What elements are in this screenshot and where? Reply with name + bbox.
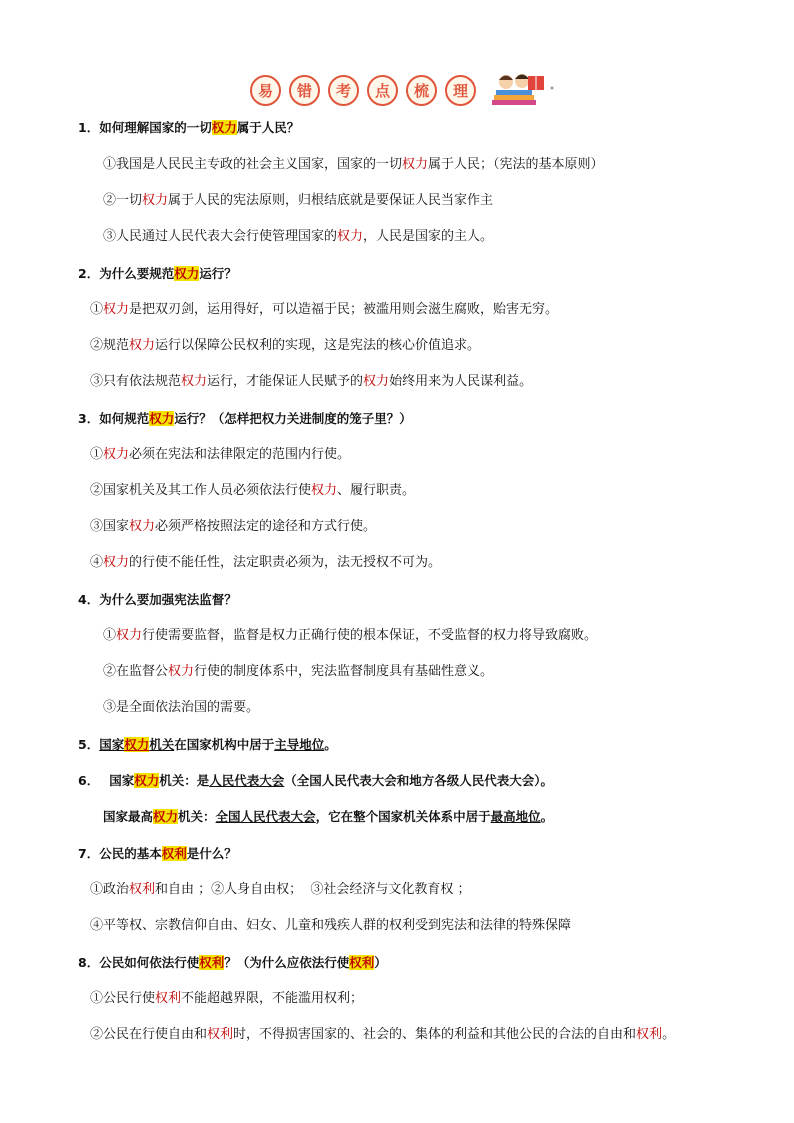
highlight-keyword: 权利 — [161, 846, 187, 861]
answer-4-2 — [103, 663, 493, 681]
answer-text: ②在监督公 — [103, 664, 169, 679]
keyword: 权利 — [129, 882, 156, 897]
answer-3-4 — [90, 554, 441, 572]
question-text: ？（为什么应依法行使 — [224, 955, 350, 970]
highlight-keyword: 权力 — [153, 809, 179, 824]
answer-8-1 — [90, 990, 363, 1008]
question-text: 机关：是 — [159, 773, 210, 788]
question-text: 运行？ — [199, 266, 237, 281]
answer-text: 行使需要监督，监督是权力正确行使的根本保证，不受监督的权力将导致腐败。 — [142, 628, 598, 643]
answer-7-1 — [90, 881, 471, 899]
question-number: 3． — [78, 411, 100, 426]
question-3 — [78, 410, 412, 428]
question-text: 为什么要规范 — [99, 266, 175, 281]
question-number: 5． — [78, 737, 100, 752]
question-6 — [78, 772, 553, 790]
keyword: 权力 — [181, 374, 208, 389]
question-number: 8． — [78, 955, 100, 970]
question-text: 国家最高 — [103, 809, 154, 824]
highlight-keyword: 权力 — [211, 120, 237, 135]
question-text: 机关： — [178, 809, 216, 824]
highlight-keyword: 权力 — [134, 773, 160, 788]
question-text: ，它在整个国家机关体系中居于 — [315, 809, 491, 824]
answer-text: 行使的制度体系中，宪法监督制度具有基础性意义。 — [194, 664, 494, 679]
answer-text: 属于人民的宪法原则，归根结底就是要保证人民当家作主 — [168, 193, 494, 208]
question-number: 1． — [78, 120, 100, 135]
keyword: 权利 — [207, 1027, 234, 1042]
underlined-text: 人民代表大会 — [209, 773, 285, 788]
answer-text: ③只有依法规范 — [90, 374, 182, 389]
answer-text: ①公民行使 — [90, 991, 156, 1006]
banner-title — [250, 75, 484, 106]
question-5 — [78, 736, 337, 754]
answer-text: 的行使不能任性，法定职责必须为，法无授权不可为。 — [129, 555, 442, 570]
question-text: 。 — [540, 809, 554, 824]
answer-text: ③人民通过人民代表大会行使管理国家的 — [103, 229, 338, 244]
banner-char: 点 — [367, 75, 398, 106]
answer-1-3 — [103, 228, 493, 246]
answer-text: ① — [90, 447, 104, 462]
underlined-text: 最高地位 — [490, 809, 541, 824]
answer-2-2 — [90, 337, 480, 355]
question-text: 国家 — [109, 773, 135, 788]
answer-text: ④平等权、宗教信仰自由、妇女、儿童和残疾人群的权利受到宪法和法律的特殊保障 — [90, 918, 572, 933]
question-text: 公民的基本 — [99, 846, 162, 861]
answer-text: 。 — [662, 1027, 676, 1042]
keyword: 权利 — [155, 991, 182, 1006]
underlined-text: 全国人民代表大会 — [215, 809, 316, 824]
answer-4-3 — [103, 699, 259, 717]
banner-char: 易 — [250, 75, 281, 106]
answer-text: 、履行职责。 — [337, 483, 416, 498]
keyword: 权力 — [103, 302, 130, 317]
answer-text: 运行以保障公民权利的实现，这是宪法的核心价值追求。 — [155, 338, 481, 353]
keyword: 权力 — [402, 157, 429, 172]
banner-char: 考 — [328, 75, 359, 106]
question-text: ） — [374, 955, 387, 970]
question-text: 公民如何依法行使 — [99, 955, 200, 970]
answer-text: ②一切 — [103, 193, 143, 208]
question-number: 7． — [78, 846, 100, 861]
question-text: 如何理解国家的一切 — [99, 120, 212, 135]
answer-text: ②国家机关及其工作人员必须依法行使 — [90, 483, 312, 498]
underlined-text: 主导地位 — [274, 737, 325, 752]
answer-text: 时，不得损害国家的、社会的、集体的利益和其他公民的合法的自由和 — [233, 1027, 637, 1042]
answer-text: 运行，才能保证人民赋予的 — [207, 374, 364, 389]
question-4 — [78, 591, 237, 609]
highlight-keyword: 权力 — [124, 737, 150, 752]
question-number: 6． — [78, 773, 100, 788]
highlight-keyword: 权利 — [199, 955, 225, 970]
question-text: 为什么要加强宪法监督？ — [99, 592, 237, 607]
underlined-text: 国家 — [99, 737, 125, 752]
highlight-keyword: 权利 — [349, 955, 375, 970]
keyword: 权力 — [363, 374, 390, 389]
answer-3-3 — [90, 518, 376, 536]
answer-text: ① — [103, 628, 117, 643]
answer-text: ，人民是国家的主人。 — [363, 229, 494, 244]
question-text: 如何规范 — [99, 411, 150, 426]
question-8 — [78, 954, 387, 972]
question-text: 在国家机构中居于 — [174, 737, 275, 752]
banner-char: 错 — [289, 75, 320, 106]
question-1 — [78, 119, 299, 137]
underlined-text: 机关 — [149, 737, 175, 752]
answer-text: 必须在宪法和法律限定的范围内行使。 — [129, 447, 351, 462]
answer-text: ③是全面依法治国的需要。 — [103, 700, 260, 715]
answer-text: 必须严格按照法定的途径和方式行使。 — [155, 519, 377, 534]
keyword: 权力 — [311, 483, 338, 498]
section-banner — [250, 71, 560, 109]
answer-8-2 — [90, 1026, 675, 1044]
answer-text: ① — [90, 302, 104, 317]
keyword: 权力 — [168, 664, 195, 679]
question-7 — [78, 845, 237, 863]
question-text: 。 — [324, 737, 337, 752]
keyword: 权力 — [116, 628, 143, 643]
answer-3-2 — [90, 482, 415, 500]
answer-7-2 — [90, 917, 571, 935]
keyword: 权力 — [103, 555, 130, 570]
keyword: 权力 — [337, 229, 364, 244]
answer-2-3 — [90, 373, 532, 391]
answer-text: 和自由 ；②人身自由权； ③社会经济与文化教育权 ； — [155, 882, 471, 897]
keyword: 权力 — [103, 447, 130, 462]
answer-text: ②规范 — [90, 338, 130, 353]
answer-1-1 — [103, 156, 604, 174]
highlight-keyword: 权力 — [174, 266, 200, 281]
question-text: 运行？（怎样把权力关进制度的笼子里？） — [174, 411, 412, 426]
answer-text: 是把双刃剑，运用得好，可以造福于民；被滥用则会滋生腐败，贻害无穷。 — [129, 302, 559, 317]
highlight-keyword: 权力 — [149, 411, 175, 426]
answer-2-1 — [90, 301, 558, 319]
answer-text: ①政治 — [90, 882, 130, 897]
answer-text: ②公民在行使自由和 — [90, 1027, 208, 1042]
keyword: 权力 — [142, 193, 169, 208]
question-text: 是什么？ — [186, 846, 237, 861]
question-number: 4． — [78, 592, 100, 607]
answer-text: ④ — [90, 555, 104, 570]
question-text: （全国人民代表大会和地方各级人民代表大会）。 — [284, 773, 554, 788]
answer-text: 不能超越界限，不能滥用权利； — [181, 991, 364, 1006]
answer-text: 属于人民；（宪法的基本原则） — [428, 157, 604, 172]
keyword: 权力 — [129, 519, 156, 534]
question-6-detail — [103, 808, 553, 826]
question-number: 2． — [78, 266, 100, 281]
question-2 — [78, 265, 237, 283]
question-text: 属于人民？ — [236, 120, 300, 135]
keyword: 权利 — [636, 1027, 663, 1042]
banner-char: 理 — [445, 75, 476, 106]
reading-kids-icon — [488, 70, 560, 110]
keyword: 权力 — [129, 338, 156, 353]
answer-4-1 — [103, 627, 597, 645]
banner-char: 梳 — [406, 75, 437, 106]
answer-text: 始终用来为人民谋利益。 — [389, 374, 533, 389]
answer-3-1 — [90, 446, 350, 464]
answer-1-2 — [103, 192, 493, 210]
answer-text: ①我国是人民民主专政的社会主义国家，国家的一切 — [103, 157, 403, 172]
answer-text: ③国家 — [90, 519, 130, 534]
